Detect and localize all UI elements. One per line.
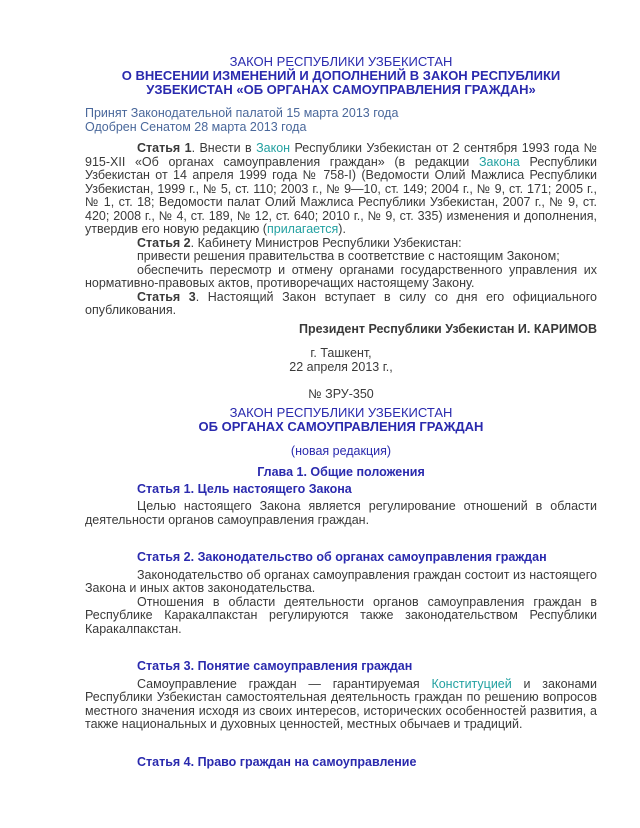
place-date-block [85, 347, 597, 374]
article-3-text: . Настоящий Закон вступает в силу со дня его официального опубликования. [85, 289, 597, 317]
edition-note: (новая редакция) [290, 443, 392, 458]
place-line: г. Ташкент, [310, 346, 372, 360]
chapter-1-heading: Глава 1. Общие положения [257, 465, 425, 479]
article-2-text: . Кабинету Министров Республики Узбекистан: [190, 235, 462, 250]
doc1-article-2-clause-2: обеспечить пересмотр и отмену органами государственного управления их нормативно-правовых актов, противоречащих настоящему Закону. [85, 262, 597, 290]
article-3-text-a: Самоуправление граждан — гарантируемая [137, 676, 432, 691]
doc1-kicker: ЗАКОН РЕСПУБЛИКИ УЗБЕКИСТАН [229, 54, 453, 69]
article-2-label: Статья 2 [137, 235, 191, 250]
doc2-title: ОБ ОРГАНАХ САМОУПРАВЛЕНИЯ ГРАЖДАН [198, 418, 484, 434]
doc1-article-3-paragraph [85, 291, 597, 318]
doc1-article-2-paragraph [85, 237, 597, 251]
doc2-article-1-paragraph: Целью настоящего Закона является регулирование отношений в области деятельности органов самоуправления граждан. [85, 499, 597, 527]
constitution-link[interactable]: Конституцией [431, 676, 512, 691]
article-1-text-4: ). [338, 222, 346, 236]
attachment-link[interactable]: прилагается [266, 222, 339, 236]
doc2-article-3-paragraph [85, 678, 597, 732]
doc2-kicker: ЗАКОН РЕСПУБЛИКИ УЗБЕКИСТАН [229, 404, 453, 420]
article-3-label: Статья 3 [137, 289, 196, 304]
article-1-label: Статья 1 [137, 141, 192, 155]
law-1999-link[interactable]: Закона [478, 154, 520, 169]
approved-line: Одобрен Сенатом 28 марта 2013 года [85, 119, 307, 134]
president-signature: Президент Республики Узбекистан И. КАРИМОВ [298, 321, 597, 336]
doc2-article-2-paragraph-1: Законодательство об органах самоуправления граждан состоит из настоящего Закона и иных актов законодательства. [85, 567, 597, 595]
doc1-title: О ВНЕСЕНИИ ИЗМЕНЕНИЙ И ДОПОЛНЕНИЙ В ЗАКОН РЕСПУБЛИКИ УЗБЕКИСТАН «ОБ ОРГАНАХ САМОУПРАВЛЕНИЯ ГРАЖДАН» [121, 68, 561, 97]
adopted-line: Принят Законодательной палатой 15 марта 2013 года [85, 106, 399, 120]
law-number: № ЗРУ-350 [308, 387, 374, 401]
doc2-article-2-paragraph-2: Отношения в области деятельности органов самоуправления граждан в Республике Каракалпакстан регулируются также законодательством Республики Каракалпакстан. [85, 594, 597, 636]
adoption-meta [85, 107, 597, 134]
article-1-text-2: Республики Узбекистан от 2 сентября 1993 года № 915-XII «Об органах самоуправления граждан» (в редакции [85, 141, 597, 169]
doc2-article-3-heading: Статья 3. Понятие самоуправления граждан [137, 659, 413, 673]
law-1993-link[interactable]: Закон [256, 141, 291, 155]
doc1-article-2-clause-1: привести решения правительства в соответствие с настоящим Законом; [137, 249, 560, 263]
article-3-text-b: и законами Республики Узбекистан самостоятельная деятельность граждан по решению вопросов местного значения исходя из своих интересов, исторических особенностей развития, а также национальных и духовных ценностей, местных обычаев и традиций. [85, 676, 597, 731]
article-1-text-1: . Внести в [191, 141, 257, 155]
doc2-article-2-heading: Статья 2. Законодательство об органах самоуправления граждан [137, 550, 547, 564]
article-1-text-3: Республики Узбекистан от 14 апреля 1999 года № 758-I) (Ведомости Олий Мажлиса Республики Узбекистан, 1999 г., № 5, ст. 110; 2003 г., № 9—10, ст. 149; 2004 г., № 9, ст. 171; 2005 г., № 1, ст. 18; Ведомости палат Олий Мажлиса Республики Узбекистан, 2007 г., № 9, ст. 420; 2008 г., № 4, ст. 189, № 12, ст. 640; 2010 г., № 9, ст. 335) изменения и дополнения, утвердив его новую редакцию ( [85, 154, 598, 236]
doc2-article-1-heading: Статья 1. Цель настоящего Закона [137, 481, 352, 496]
date-line: 22 апреля 2013 г., [289, 359, 393, 374]
doc2-article-4-heading: Статья 4. Право граждан на самоуправление [137, 754, 417, 769]
doc1-article-1-paragraph [85, 142, 597, 237]
